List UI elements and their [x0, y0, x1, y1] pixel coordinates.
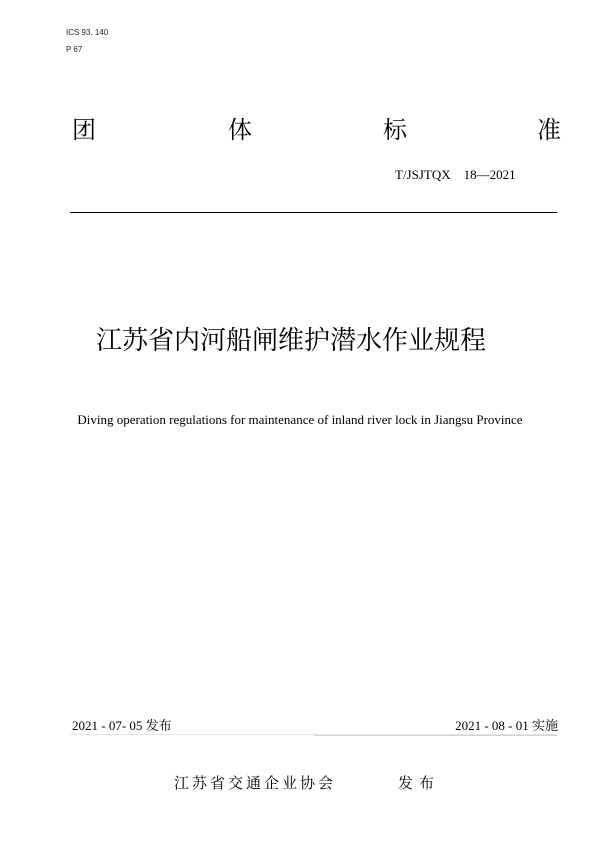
- standard-type-char-1: 团: [72, 116, 96, 144]
- title-english: Diving operation regulations for maintenance of inland river lock in Jiangsu Province: [77, 412, 523, 427]
- publisher-verb: 发布: [398, 774, 441, 792]
- standard-type-char-2: 体: [228, 116, 252, 144]
- title-chinese: 江苏省内河船闸维护潜水作业规程: [96, 326, 487, 356]
- standard-type-char-3: 标: [383, 116, 407, 144]
- header-divider: [70, 212, 557, 213]
- issue-date: 2021 - 07- 05 发布: [72, 718, 172, 733]
- publisher-name: 江苏省交通企业协会: [174, 774, 337, 792]
- footer-divider-right: [314, 735, 557, 736]
- implementation-date: 2021 - 08 - 01 实施: [455, 718, 558, 733]
- ccs-code: P 67: [66, 45, 83, 54]
- standard-type-char-4: 准: [537, 116, 561, 144]
- ics-code: ICS 93. 140: [66, 28, 109, 37]
- standard-code: T/JSJTQX 18—2021: [395, 167, 516, 182]
